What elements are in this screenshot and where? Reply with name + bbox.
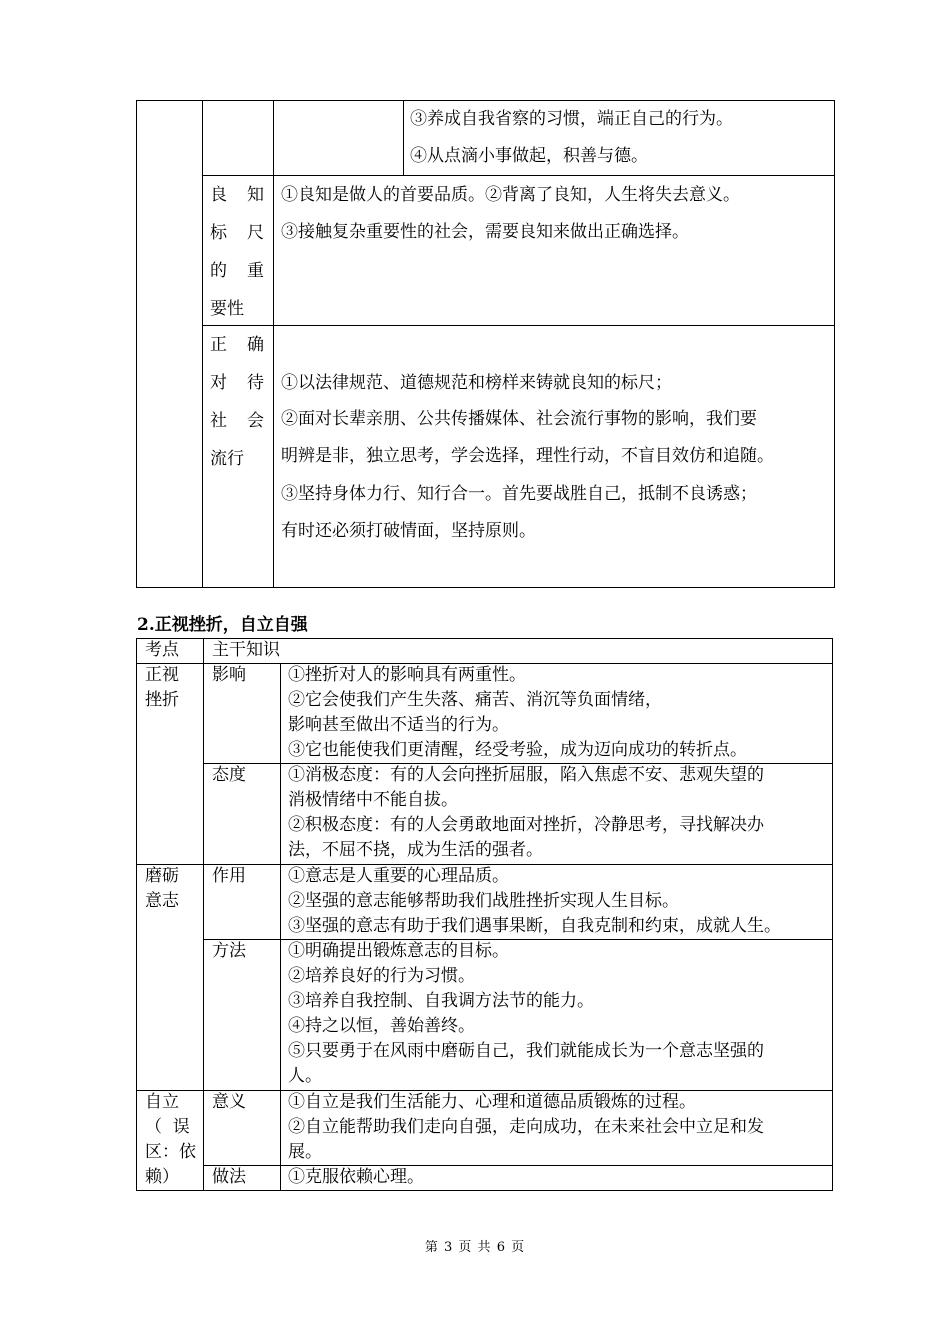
subtopic-cell: 作用 [212,866,246,886]
content-cell: ①消极态度：有的人会向挫折屈服，陷入焦虑不安、悲观失望的 消极情绪中不能自拔。 ②积极态度：有的人会勇敢地面对挫折，冷静思考，寻找解决办 法，不屈不挠，成为生活的强者。 [288,765,764,860]
row-label-importance: 良知 标尺 的重 要性 [210,185,264,319]
list-item: ②面对长辈亲朋、公共传播媒体、社会流行事物的影响，我们要 [281,409,757,429]
topic-cell: 自立 （ 误 区：依 赖） [145,1092,196,1187]
row-label-trend: 正确 对待 社会 流行 [210,335,264,469]
subtopic-cell: 做法 [212,1167,246,1187]
subtopic-cell: 意义 [212,1092,246,1112]
content-cell: ①自立是我们生活能力、心理和道德品质锻炼的过程。 ②自立能帮助我们走向自强，走向成功，在未来社会中立足和发 展。 [288,1092,764,1162]
list-item: 有时还必须打破情面，坚持原则。 [281,521,536,541]
list-item: ①良知是做人的首要品质。②背离了良知，人生将失去意义。 [281,185,740,205]
list-item: ④从点滴小事做起，积善与德。 [410,146,648,166]
subtopic-cell: 方法 [212,941,246,961]
list-item: ①以法律规范、道德规范和榜样来铸就良知的标尺； [281,373,672,393]
topic-cell: 磨砺 意志 [145,866,179,911]
content-cell: ①克服依赖心理。 [288,1167,424,1187]
content-cell: ①意志是人重要的心理品质。 ②坚强的意志能够帮助我们战胜挫折实现人生目标。 ③坚强的意志有助于我们遇事果断，自我克制和约束，成就人生。 [288,866,781,936]
list-item: 明辨是非，独立思考，学会选择，理性行动，不盲目效仿和追随。 [281,446,774,466]
topic-cell: 正视 挫折 [145,665,179,710]
list-item: ③养成自我省察的习惯，端正自己的行为。 [410,109,733,129]
subtopic-cell: 态度 [212,765,246,785]
list-item: ③接触复杂重要性的社会，需要良知来做出正确选择。 [281,222,689,242]
section-heading: 2.正视挫折，自立自强 [137,615,308,635]
content-cell: ①明确提出锻炼意志的目标。 ②培养良好的行为习惯。 ③培养自我控制、自我调方法节的能力。 ④持之以恒，善始善终。 ⑤只要勇于在风雨中磨砺自己，我们就能成长为一个意志坚强的 人。 [288,941,764,1086]
column-header-topic: 考点 [145,640,179,660]
page-footer: 第 3 页 共 6 页 [424,1240,526,1255]
column-header-knowledge: 主干知识 [212,640,280,660]
list-item: ③坚持身体力行、知行合一。首先要战胜自己，抵制不良诱惑； [281,484,757,504]
subtopic-cell: 影响 [212,665,246,685]
content-cell: ①挫折对人的影响具有两重性。 ②它会使我们产生失落、痛苦、消沉等负面情绪， 影响甚至做出不适当的行为。 ③它也能使我们更清醒，经受考验，成为迈向成功的转折点。 [288,665,747,760]
